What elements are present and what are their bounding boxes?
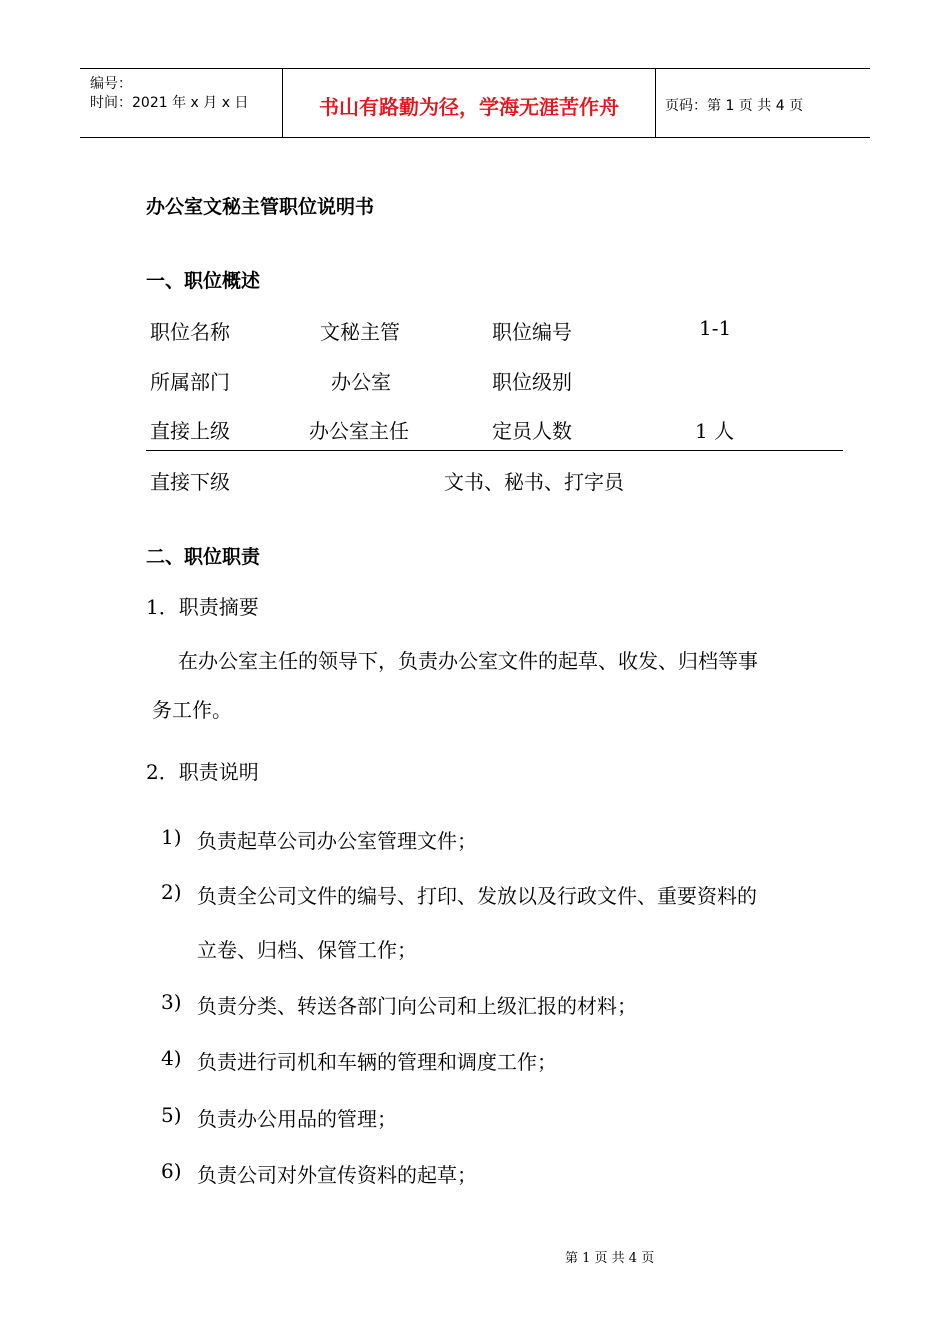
header-page-cell [655, 69, 870, 137]
overview-value-subordinates: 文书、秘书、打字员 [444, 470, 624, 494]
list-item-text: 负责分类、转送各部门向公司和上级汇报的材料； [197, 994, 637, 1018]
document-title: 办公室文秘主管职位说明书 [146, 196, 375, 218]
summary-paragraph-line2: 务工作。 [152, 698, 232, 722]
overview-label-subordinates: 直接下级 [150, 470, 230, 494]
doc-time-label: 时间：2021 年 x 月 x 日 [90, 95, 249, 111]
list-item-text: 负责起草公司办公室管理文件； [197, 829, 477, 853]
overview-value-position-number: 1-1 [699, 316, 732, 340]
overview-divider [146, 450, 843, 451]
list-item-text: 负责公司对外宣传资料的起草； [197, 1163, 477, 1187]
list-item-number: 2) [161, 880, 182, 904]
doc-number-label: 编号： [90, 76, 132, 92]
overview-label-position-level: 职位级别 [492, 370, 572, 394]
list-item-continuation: 立卷、归档、保管工作； [197, 938, 417, 962]
list-item-number: 6) [161, 1159, 182, 1183]
section-heading-overview: 一、职位概述 [146, 270, 261, 292]
overview-value-headcount: 1 人 [695, 419, 735, 443]
list-item-text: 负责进行司机和车辆的管理和调度工作； [197, 1050, 557, 1074]
header-motto-cell [282, 69, 656, 137]
overview-value-supervisor: 办公室主任 [309, 419, 409, 443]
list-item-number: 3) [161, 990, 182, 1014]
section-heading-duties: 二、职位职责 [146, 546, 261, 568]
overview-label-position-number: 职位编号 [492, 320, 572, 344]
summary-paragraph-line1: 在办公室主任的领导下，负责办公室文件的起草、收发、归档等事 [178, 649, 758, 673]
list-item-text: 负责办公用品的管理； [197, 1107, 397, 1131]
list-item-number: 5) [161, 1103, 182, 1127]
list-item-number: 4) [161, 1046, 182, 1070]
overview-label-position-name: 职位名称 [150, 320, 230, 344]
subheading-description: 2．职责说明 [146, 760, 259, 784]
overview-label-department: 所属部门 [150, 370, 230, 394]
header-page-info: 页码：第 1 页 共 4 页 [665, 98, 804, 114]
header-table [80, 68, 870, 138]
overview-label-headcount: 定员人数 [492, 419, 572, 443]
subheading-summary: 1．职责摘要 [146, 595, 259, 619]
overview-label-supervisor: 直接上级 [150, 419, 230, 443]
list-item-text: 负责全公司文件的编号、打印、发放以及行政文件、重要资料的 [197, 884, 757, 908]
overview-value-department: 办公室 [331, 370, 391, 394]
list-item-number: 1) [161, 825, 182, 849]
page-footer: 第 1 页 共 4 页 [565, 1251, 655, 1266]
header-meta-cell [80, 69, 282, 137]
header-motto: 书山有路勤为径，学海无涯苦作舟 [319, 95, 619, 119]
overview-value-position-name: 文秘主管 [320, 320, 400, 344]
